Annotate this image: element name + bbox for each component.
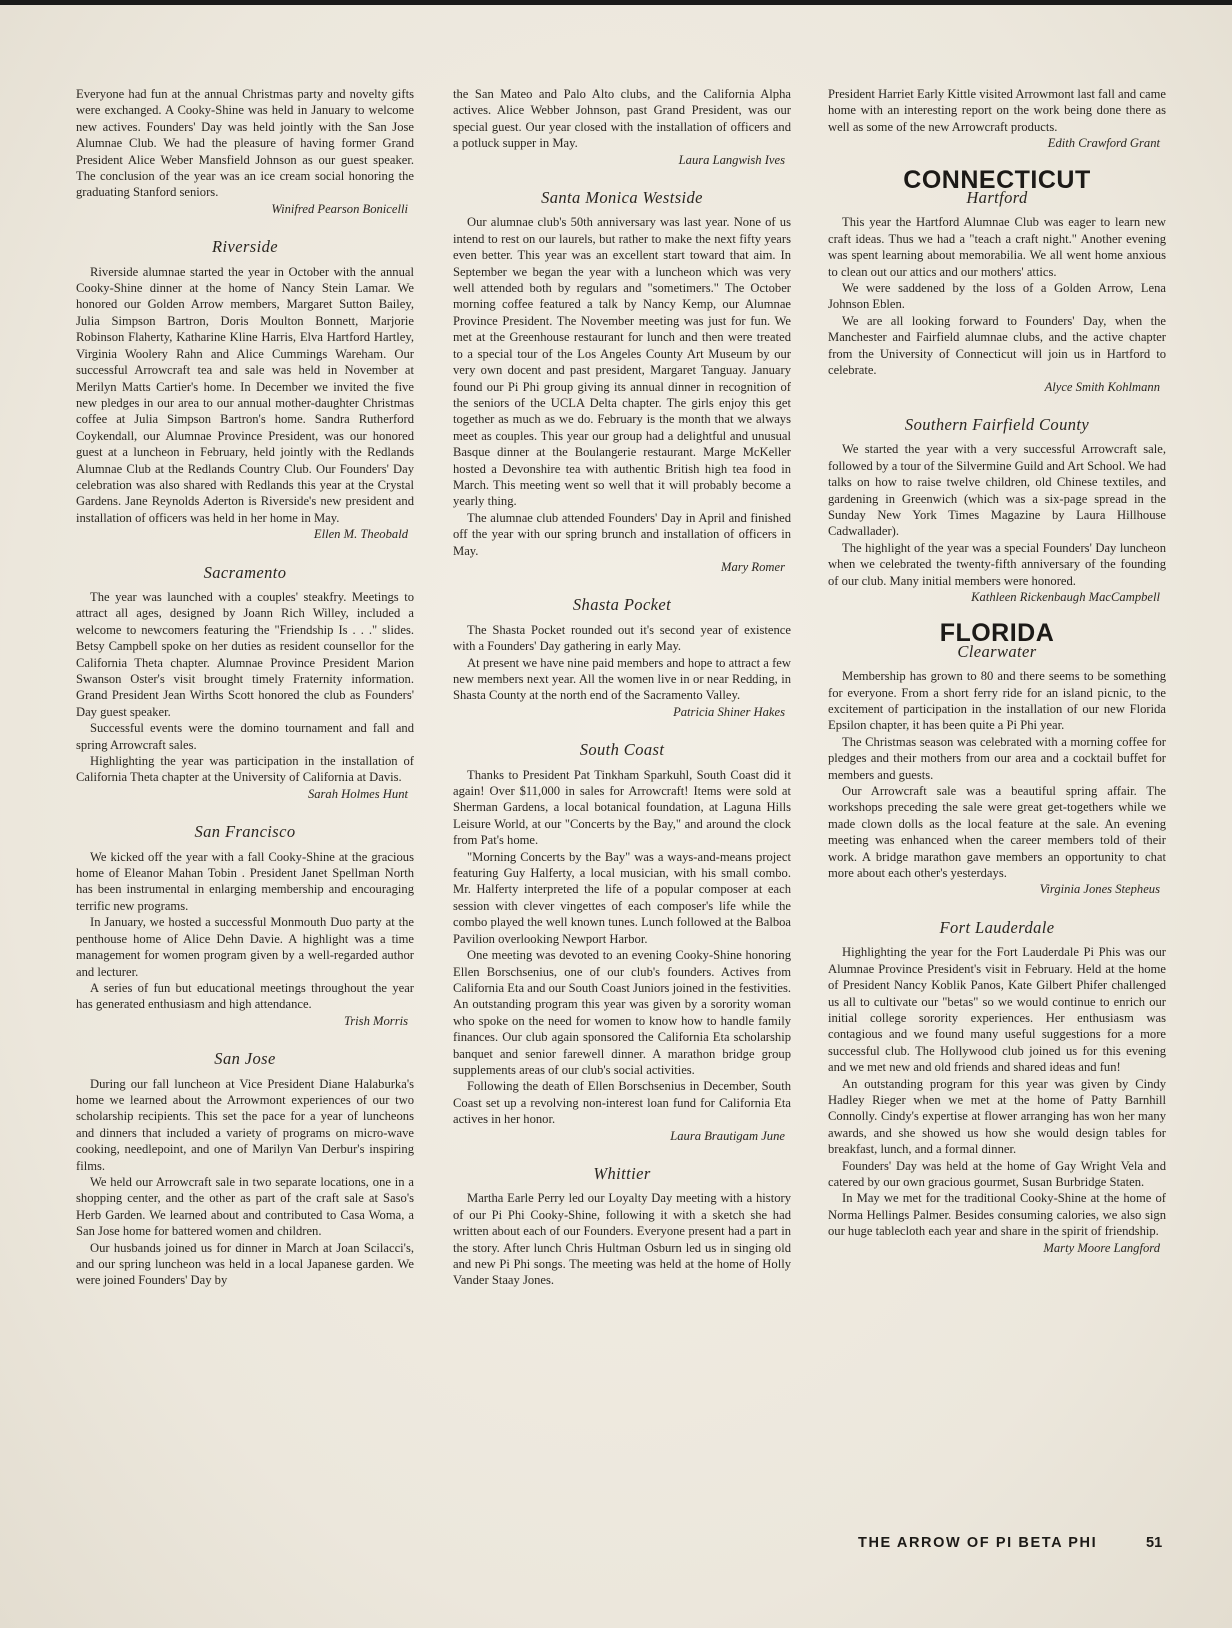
club-heading-whittier: Whittier (593, 1163, 651, 1183)
paragraph: In January, we hosted a successful Monmouth Duo party at the penthouse home of Alice Dehn Davie. A highlight was a time management for women program given by a well-regarded author and lecturer. (76, 915, 414, 979)
signature: Edith Crawford Grant (1047, 136, 1160, 151)
paragraph: One meeting was devoted to an evening Cooky-Shine honoring Ellen Borschsenius, one of our club's founders. Actives from California Eta and our South Coast Juniors joined in the festivities. An outstanding program this year was given by a sorority woman who spoke on the need for women to know how to handle family finances. Our club again sponsored the California Eta scholarship banquet and senior farewell dinner. A marathon bridge group supplements areas of our club's social activities. (453, 948, 791, 1077)
paragraph: President Harriet Early Kittle visited Arrowmont last fall and came home with an interesting report on the work being done there as well as some of the new Arrowcraft products. (828, 87, 1166, 134)
paragraph: "Morning Concerts by the Bay" was a ways-and-means project featuring Guy Halferty, a local musician, with his small combo. Mr. Halferty interpreted the life of a popular composer at each session with clever vingettes of each composer's life while the combo played the well known tunes. Lunch followed at the Balboa Pavilion overlooking Newport Harbor. (453, 849, 791, 946)
paragraph: At present we have nine paid members and hope to attract a few new members next year. All the women live in or near Redding, in Shasta County at the north end of the Sacramento Valley. (453, 655, 791, 703)
paragraph: Founders' Day was held at the home of Gay Wright Vela and catered by our own gracious gourmet, Susan Burbridge Staten. (828, 1158, 1166, 1189)
paragraph: the San Mateo and Palo Alto clubs, and the California Alpha actives. Alice Webber Johnson, past Grand President, was our special guest. Our year closed with the installation of officers and a potluck supper in May. (453, 87, 791, 151)
club-heading-clearwater: Clearwater (957, 641, 1037, 661)
signature: Mary Romer (720, 559, 785, 574)
paragraph: Thanks to President Pat Tinkham Sparkuhl, South Coast did it again! Over $11,000 in sales for Arrowcraft! Items were sold at Sherman Gardens, a local botanical foundation, at Laguna Hills Leisure World, at our "Concerts by the Bay," and around the clock from Pat's home. (453, 767, 791, 848)
club-heading-southern-fairfield: Southern Fairfield County (904, 414, 1090, 434)
club-heading-santa-monica: Santa Monica Westside (541, 188, 703, 208)
signature: Laura Brautigam June (670, 1128, 785, 1143)
signature: Winifred Pearson Bonicelli (271, 201, 408, 216)
club-heading-south-coast: South Coast (579, 740, 665, 760)
paragraph: Our alumnae club's 50th anniversary was last year. None of us intend to rest on our laurels, but rather to make the next fifty years even better. This year was an excellent start toward that aim. In September we began the year with a luncheon which was very well attended both by regulars and "sometimers." The October morning coffee featured a talk by Nancy Kemp, our Alumnae Province President. The November meeting was just for fun. We met at the Greenhouse restaurant for lunch and then were treated to a special tour of the Los Angeles County Art Museum by our very own docent and past president, Margaret Tanguay. January found our Pi Phi group giving its annual dinner in recognition of the seniors of the UCLA Delta chapter. The girls enjoy this get together as much as we do. February is the month that we always meet as couples. This year our group had a delightful and unusual Basque dinner at the Boulangerie restaurant. Marge McKeller hosted a Devonshire tea with authentic British high tea food in March. This meeting went so well that it will probably become a yearly thing. (453, 215, 791, 509)
signature: Patricia Shiner Hakes (673, 704, 785, 719)
column-3 (828, 86, 1166, 1256)
club-heading-hartford: Hartford (966, 188, 1028, 208)
paragraph: The highlight of the year was a special Founders' Day luncheon when we celebrated the twenty-fifth anniversary of the founding of our club. Many initial members were honored. (828, 540, 1166, 588)
article-columns (76, 86, 1166, 1556)
signature: Trish Morris (343, 1013, 408, 1028)
column-2 (453, 86, 791, 1289)
club-heading-fort-lauderdale: Fort Lauderdale (939, 917, 1055, 937)
paragraph: A series of fun but educational meetings throughout the year has generated enthusiasm and high attendance. (76, 980, 414, 1012)
paragraph: The alumnae club attended Founders' Day in April and finished off the year with our spring brunch and installation of officers in May. (453, 510, 791, 558)
state-heading-florida: FLORIDA (939, 619, 1055, 648)
paragraph: Following the death of Ellen Borschsenius in December, South Coast set up a revolving non-interest loan fund for California Eta actives in her honor. (453, 1079, 791, 1127)
paragraph: Successful events were the domino tournament and fall and spring Arrowcraft sales. (76, 721, 414, 752)
paragraph: Riverside alumnae started the year in October with the annual Cooky-Shine dinner at the home of Nancy Stein Lamar. We honored our Golden Arrow members, Margaret Sutton Bailey, Julia Simpson Bartron, Doris Moulton Bonnett, Marjorie Robinson Flaherty, Katharine Kline Harris, Elva Hartford Hartley, Virginia Woolery Rahn and Alice Cummings Wareham. Our successful Arrowcraft tea and sale was held in November at Merilyn Matts Cartier's home. In December we invited the five new pledges in our area to our annual mother-daughter Christmas coffee at Julia Simpson Bartron's home. Sandra Rutherford Coykendall, our Alumnae Province President, was our honored guest at a luncheon in February, held jointly with the Redlands Alumnae Club at the Redlands Country Club. Our Founders' Day celebration was also shared with Redlands this year at the Crystal Gardens. Jane Reynolds Aderton is Riverside's new president and installation of officers was held in her home in May. (76, 264, 414, 525)
paragraph: Highlighting the year was participation in the installation of California Theta chapter at the University of California at Davis. (76, 754, 414, 785)
signature: Virginia Jones Stepheus (1039, 882, 1160, 897)
signature: Alyce Smith Kohlmann (1044, 379, 1160, 394)
top-border (0, 0, 1232, 5)
column-1 (76, 86, 414, 1289)
paragraph: The Shasta Pocket rounded out it's second year of existence with a Founders' Day gathering in early May. (453, 622, 791, 654)
paragraph: We were saddened by the loss of a Golden Arrow, Lena Johnson Eblen. (828, 281, 1166, 312)
signature: Ellen M. Theobald (313, 527, 408, 542)
paragraph: Martha Earle Perry led our Loyalty Day meeting with a history of our Pi Phi Cooky-Shine, following it with a sketch she had written about each of our Founders. Everyone present had a part in the story. After lunch Chris Hultman Osburn led us in singing old and new Pi Phi songs. The meeting was held at the home of Holly Vander Staay Jones. (453, 1191, 791, 1288)
paragraph: Highlighting the year for the Fort Lauderdale Pi Phis was our Alumnae Province President's visit in February. Held at the home of President Nancy Koblik Panos, Kate Gilbert Phifer challenged us all to cultivate our "betas" so we would continue to enrich our initial college sorority experiences. Her enthusiasm was contagious and we found many useful suggestions for a more successful club. The Hollywood club joined us for this evening and we met new and old friends and shared ideas and fun! (828, 945, 1166, 1075)
signature: Laura Langwish Ives (678, 152, 785, 167)
signature: Kathleen Rickenbaugh MacCampbell (971, 589, 1160, 604)
club-heading-shasta: Shasta Pocket (572, 595, 672, 615)
page-number: 51 (1146, 1535, 1163, 1551)
club-heading-sacramento: Sacramento (203, 562, 287, 582)
paragraph: Our husbands joined us for dinner in March at Joan Scilacci's, and our spring luncheon was held in a local Japanese garden. We were joined Founders' Day by (76, 1240, 414, 1288)
signature: Sarah Holmes Hunt (307, 786, 408, 801)
paragraph: Our Arrowcraft sale was a beautiful spring affair. The workshops preceding the sale were great get-togethers while we made clown dolls as the local feature at the sale. An evening meeting was enhanced when the career members told of their work. A bridge marathon gave members an opportunity to chat more about each other's yesterdays. (828, 784, 1166, 881)
paragraph: Membership has grown to 80 and there seems to be something for everyone. From a short ferry ride for an island picnic, to the excitement of participation in the installation of our new Florida Epsilon chapter, it has been quite a Pi Phi year. (828, 669, 1166, 733)
paragraph: The year was launched with a couples' steakfry. Meetings to attract all ages, designed by Joann Rich Willey, included a welcome to newcomers featuring the "Friendship Is . . ." slides. Betsy Campbell spoke on her duties as resident counsellor for the California Theta chapter. Alumnae Province President Marion Swanson Oster's visit brought timely Fraternity information. Grand President Jean Wirths Scott honored the club as Founders' Day guest speaker. (76, 589, 414, 719)
signature: Marty Moore Langford (1043, 1240, 1160, 1255)
paragraph: The Christmas season was celebrated with a morning coffee for pledges and their mothers from our area and a cocktail buffet for members and guests. (828, 734, 1166, 782)
club-heading-riverside: Riverside (212, 237, 278, 257)
paragraph: We started the year with a very successful Arrowcraft sale, followed by a tour of the Silvermine Guild and Art School. We had talks on how to raise twelve children, old Chinese textiles, and gardening in Greenwich (which was a six-page spread in the Sunday New York Times Magazine by Laura Hillhouse Cadwallader). (828, 442, 1166, 539)
paragraph: We held our Arrowcraft sale in two separate locations, one in a shopping center, and the other as part of the craft sale at Saso's Herb Garden. We learned about and contributed to Casa Woma, a San Jose home for battered women and children. (76, 1174, 414, 1239)
state-heading-connecticut: CONNECTICUT (903, 165, 1091, 194)
paragraph: During our fall luncheon at Vice President Diane Halaburka's home we learned about the Arrowmont experiences of our two scholarship recipients. This set the pace for a year of luncheons and dinners that included a variety of programs on micro-wave cooking, needlepoint, and one of Marilyn Van Derbur's inspiring films. (76, 1076, 414, 1173)
club-heading-san-francisco: San Francisco (194, 822, 296, 842)
paragraph: In May we met for the traditional Cooky-Shine at the home of Norma Hellings Palmer. Besides consuming calories, we also sign our huge tablecloth each year and share in the spirit of friendship. (828, 1191, 1166, 1239)
paragraph: We are all looking forward to Founders' Day, when the Manchester and Fairfield alumnae clubs, and the active chapter from the University of Connecticut will join us in Hartford to celebrate. (828, 313, 1166, 378)
paragraph: This year the Hartford Alumnae Club was eager to learn new craft ideas. Thus we had a "teach a craft night." Another evening was spent learning about memorabilia. We all went home anxious to clean out our attics and our mothers' attics. (828, 215, 1166, 279)
paragraph: An outstanding program for this year was given by Cindy Hadley Rieger when we met at the home of Patty Barnhill Connolly. Cindy's expertise at flower arranging has won her many awards, and she showed us how she would design tables for breakfast, lunch, and a formal dinner. (828, 1076, 1166, 1157)
paragraph: Everyone had fun at the annual Christmas party and novelty gifts were exchanged. A Cooky-Shine was held in January to welcome new actives. Founders' Day was held jointly with the San Jose Alumnae Club. We had the pleasure of having former Grand President Alice Weber Mansfield Johnson as our guest speaker. The conclusion of the year was an ice cream social honoring the graduating Stanford seniors. (76, 87, 414, 200)
publication-footer: THE ARROW OF PI BETA PHI (858, 1535, 1098, 1551)
club-heading-san-jose: San Jose (214, 1049, 276, 1069)
paragraph: We kicked off the year with a fall Cooky-Shine at the gracious home of Eleanor Mahan Tobin . President Janet Spellman North has been instrumental in enlarging membership and encouraging terrific new programs. (76, 849, 414, 913)
